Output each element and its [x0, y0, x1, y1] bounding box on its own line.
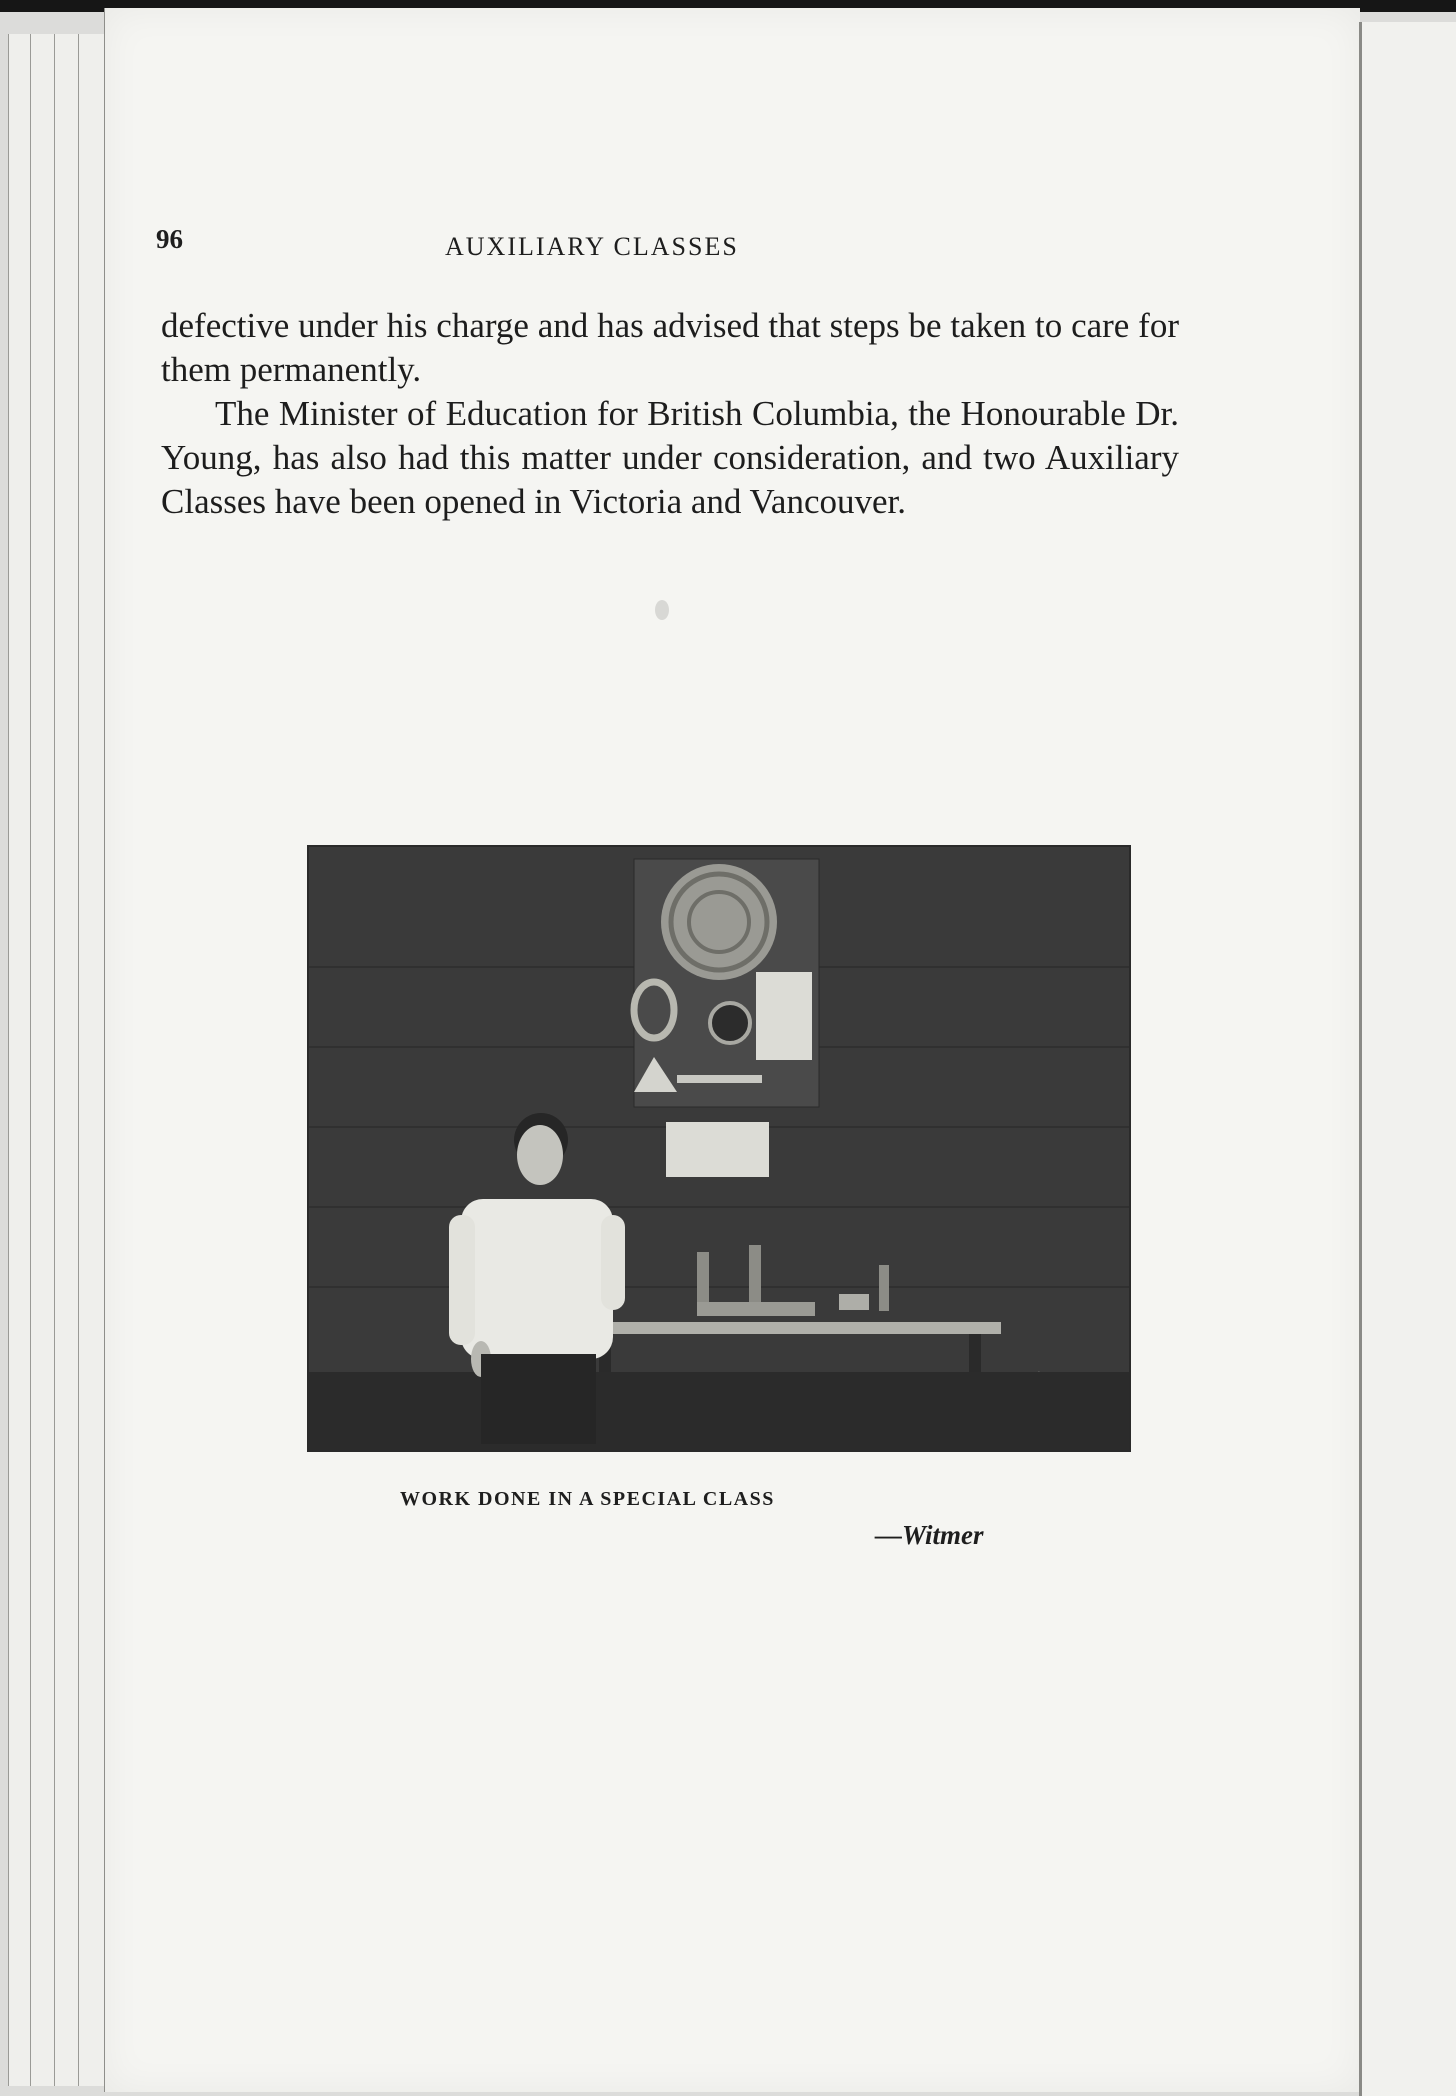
- page-edge: [8, 34, 31, 2086]
- figure-credit: —Witmer: [875, 1520, 984, 1550]
- paper-speck: [655, 600, 669, 620]
- page-edge: [54, 34, 79, 2086]
- page-edge: [78, 34, 105, 2086]
- body-text: [161, 304, 1179, 524]
- running-head: AUXILIARY CLASSES: [445, 232, 739, 261]
- page-edge: [30, 34, 55, 2086]
- figure-caption: WORK DONE IN A SPECIAL CLASS: [400, 1488, 775, 1510]
- paragraph: The Minister of Education for British Columbia, the Honourable Dr. Young, has also had this matter under consideration, and two Auxiliary Classes have been opened in Victoria and Vancouver.: [161, 394, 1179, 521]
- paragraph: defective under his charge and has advised that steps be taken to care for them permanently.: [161, 306, 1179, 389]
- page-number: 96: [156, 224, 183, 254]
- photograph-illustration: [309, 847, 1129, 1450]
- photograph-boy-with-handwork: [307, 845, 1131, 1452]
- facing-page-edge: [1359, 22, 1456, 2096]
